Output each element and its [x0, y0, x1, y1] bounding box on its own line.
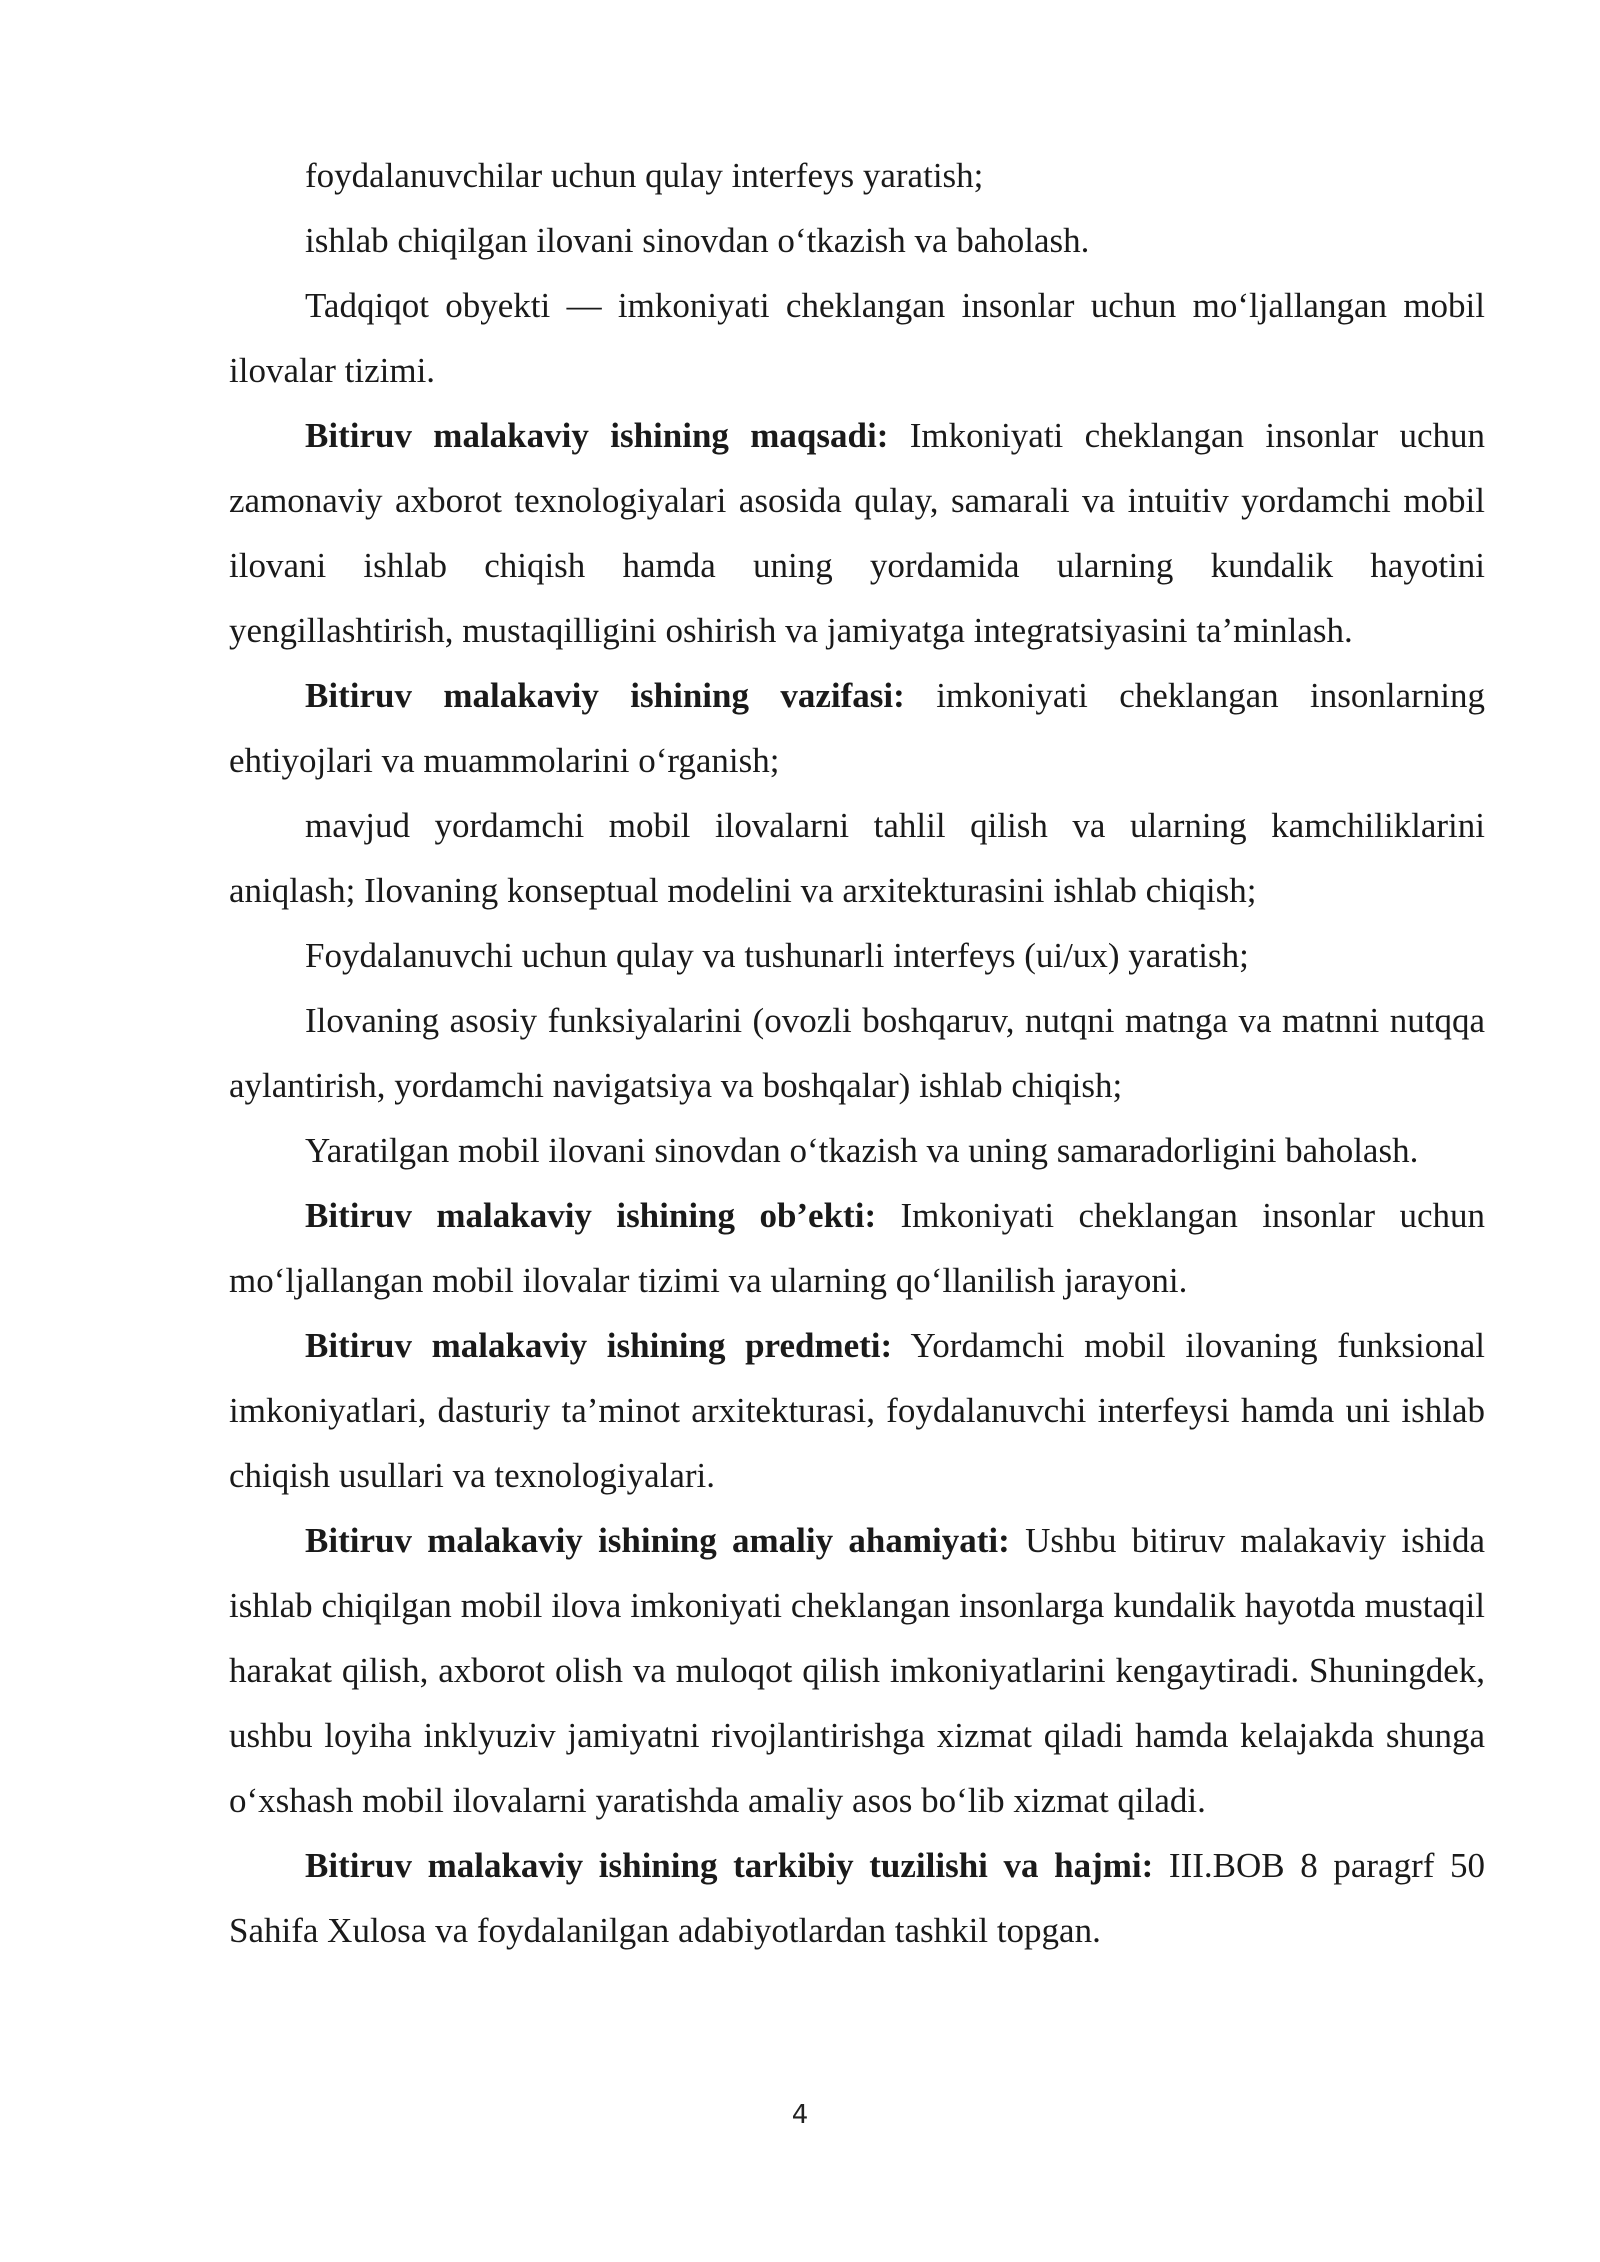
- paragraph-goal: [229, 403, 1485, 663]
- paragraph-practical-significance: [229, 1508, 1485, 1833]
- paragraph-uiux-task: [229, 923, 1485, 988]
- paragraph-analysis-task: [229, 793, 1485, 923]
- paragraph-heading: Bitiruv malakaviy ishining vazifasi:: [305, 676, 905, 715]
- paragraph-text: Ushbu bitiruv malakaviy ishida ishlab chiqilgan mobil ilova imkoniyati cheklangan insonlarga kundalik hayotda mustaqil harakat qilish, axborot olish va muloqot qilish imkoniyatlarini kengaytiradi. Shuningdek, ushbu loyiha inklyuziv jamiyatni rivojlantirishga xizmat qiladi hamda kelajakda shunga o‘xshash mobil ilovalarni yaratishda amaliy asos bo‘lib xizmat qiladi.: [229, 1521, 1485, 1820]
- paragraph-heading: Bitiruv malakaviy ishining ob’ekti:: [305, 1196, 877, 1235]
- paragraph-heading: Bitiruv malakaviy ishining amaliy ahamiyati:: [305, 1521, 1010, 1560]
- paragraph-heading: Bitiruv malakaviy ishining tarkibiy tuzilishi va hajmi:: [305, 1846, 1154, 1885]
- paragraph-text: Imkoniyati cheklangan insonlar uchun mo‘ljallangan mobil ilovalar tizimi va ularning qo‘llanilish jarayoni.: [229, 1196, 1485, 1300]
- paragraph-text: foydalanuvchilar uchun qulay interfeys yaratish;: [305, 156, 984, 195]
- paragraph-research-object: [229, 273, 1485, 403]
- paragraph-object: [229, 1183, 1485, 1313]
- paragraph-text: imkoniyati cheklangan insonlarning ehtiyojlari va muammolarini o‘rganish;: [229, 676, 1485, 780]
- paragraph-interface-task: [229, 143, 1485, 208]
- paragraph-evaluation-task: [229, 1118, 1485, 1183]
- paragraph-heading: Bitiruv malakaviy ishining predmeti:: [305, 1326, 893, 1365]
- paragraph-testing-task: [229, 208, 1485, 273]
- paragraph-text: Yordamchi mobil ilovaning funksional imkoniyatlari, dasturiy ta’minot arxitekturasi, foydalanuvchi interfeysi hamda uni ishlab chiqish usullari va texnologiyalari.: [229, 1326, 1485, 1495]
- paragraph-text: Foydalanuvchi uchun qulay va tushunarli interfeys (ui/ux) yaratish;: [305, 936, 1249, 975]
- paragraph-tasks: [229, 663, 1485, 793]
- document-page: [229, 143, 1485, 1963]
- paragraph-text: mavjud yordamchi mobil ilovalarni tahlil qilish va ularning kamchiliklarini aniqlash; Ilovaning konseptual modelini va arxitekturasini ishlab chiqish;: [229, 806, 1485, 910]
- paragraph-text: III.BOB 8 paragrf 50 Sahifa Xulosa va foydalanilgan adabiyotlardan tashkil topgan.: [229, 1846, 1485, 1950]
- paragraph-structure-volume: [229, 1833, 1485, 1963]
- paragraph-text: Yaratilgan mobil ilovani sinovdan o‘tkazish va uning samaradorligini baholash.: [305, 1131, 1419, 1170]
- paragraph-text: Imkoniyati cheklangan insonlar uchun zamonaviy axborot texnologiyalari asosida qulay, samarali va intuitiv yordamchi mobil ilovani ishlab chiqish hamda uning yordamida ularning kundalik hayotini yengillashtirish, mustaqilligini oshirish va jamiyatga integratsiyasini ta’minlash.: [229, 416, 1485, 650]
- paragraph-text: Ilovaning asosiy funksiyalarini (ovozli boshqaruv, nutqni matnga va matnni nutqqa aylantirish, yordamchi navigatsiya va boshqalar) ishlab chiqish;: [229, 1001, 1485, 1105]
- paragraph-text: ishlab chiqilgan ilovani sinovdan o‘tkazish va baholash.: [305, 221, 1090, 260]
- paragraph-functions-task: [229, 988, 1485, 1118]
- paragraph-text: Tadqiqot obyekti — imkoniyati cheklangan insonlar uchun mo‘ljallangan mobil ilovalar tizimi.: [229, 286, 1485, 390]
- page-number: 4: [791, 2100, 809, 2130]
- paragraph-heading: Bitiruv malakaviy ishining maqsadi:: [305, 416, 889, 455]
- paragraph-subject: [229, 1313, 1485, 1508]
